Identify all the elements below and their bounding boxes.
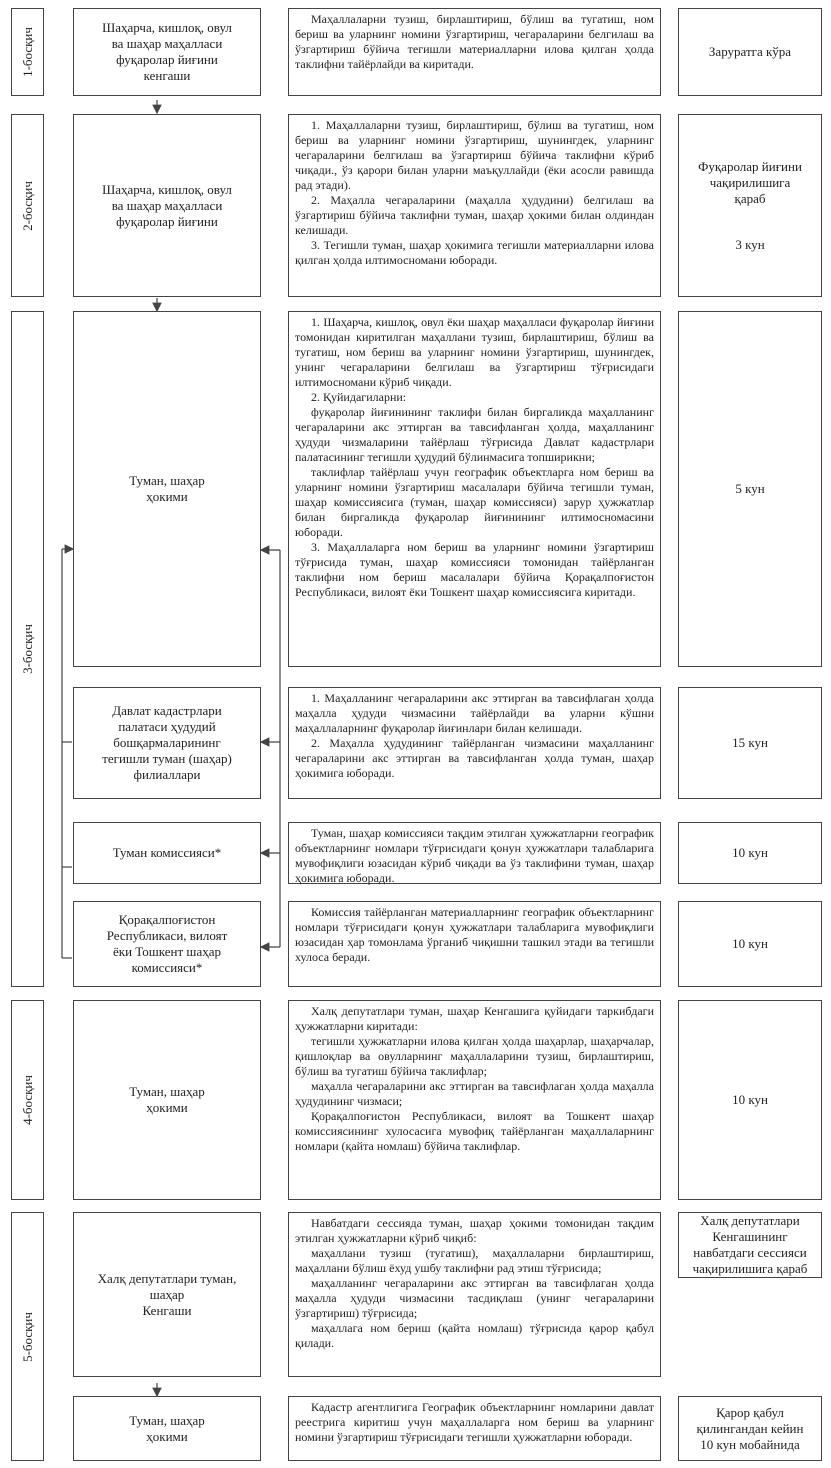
duration-box: 10 кун [678,1000,822,1200]
description-box: 1. Маҳаллаларни тузиш, бирлаштириш, бўлиш ва тугатиш, ном бериш ва уларнинг номини ўзгартириш, шунингдек, уларнинг чегараларини белгилаш ва ўзгартириш бўйича таклифни кўриб чиқади., ўз қарори билан уларни маъқуллайди (ёки асосли равишда рад этади). 2. Маҳалла чегараларини (маҳалла ҳудудини) белгилаш ва ўзгартириш бўйича таклифни туман, шаҳар ҳокими билан олдиндан келишади. 3. Тегишли туман, шаҳар ҳокимига тегишли материалларни илова қилган ҳолда илтимосномани юборади. [288,114,661,297]
duration-box: 10 кун [678,901,822,987]
actor-box: Давлат кадастрлари палатаси ҳудудий бошқармаларининг тегишли туман (шаҳар) филиаллари [73,687,261,799]
stage-label-2: 2-босқич [11,114,44,297]
duration-box: 5 кун [678,311,822,667]
description-box: Халқ депутатлари туман, шаҳар Кенгашига қуйидаги таркибдаги ҳужжатларни киритади: тегишли ҳужжатларни илова қилган ҳолда шаҳарлар, шаҳарчалар, қишлоқлар ва овулларнинг маҳаллаларини тузиш, бирлаштириш, бўлиш ва тугатиш бўйича таклифлар; маҳалла чегараларини акс эттирган ва тавсифлаган ҳолда маҳалла ҳудудининг чизмаси; Қорақалпоғистон Республикаси, вилоят ва Тошкент шаҳар комиссиясининг хулосасига мувофиқ тайёрланган маҳаллаларнинг номлари (қайта номлаш) бўйича таклифлар. [288,1000,661,1200]
stage-label-3: 3-босқич [11,311,44,987]
description-box: Навбатдаги сессияда туман, шаҳар ҳокими томонидан тақдим этилган ҳужжатларни кўриб чиқиб: маҳаллани тузиш (тугатиш), маҳаллаларни бирлаштириш, маҳаллани бўлиш ёхуд ушбу таклифни рад этиш тўғрисида; маҳалланинг чегараларини акс эттирган ва тавсифлаган ҳолда маҳалла ҳудуди чизмасини тасдиқлаш (унинг чегараларини ўзгартириш) тўғрисида; маҳаллага ном бериш (қайта номлаш) тўғрисида қарор қабул қилади. [288,1212,661,1377]
duration-box: 10 кун [678,822,822,884]
actor-box: Шаҳарча, кишлоқ, овул ва шаҳар маҳалласи фуқаролар йиғини кенгаши [73,8,261,96]
actor-box: Халқ депутатлари туман, шаҳар Кенгаши [73,1212,261,1377]
actor-box: Қорақалпоғистон Республикаси, вилоят ёки Тошкент шаҳар комиссияси* [73,901,261,987]
actor-box: Туман, шаҳар ҳокими [73,311,261,667]
description-box: Маҳаллаларни тузиш, бирлаштириш, бўлиш ва тугатиш, ном бериш ва уларнинг номини ўзгартириш, чегараларини белгилаш ва ўзгартириш бўйича тегишли материалларни илова қилган ҳолда таклифни тайёрлайди ва киритади. [288,8,661,96]
actor-box: Шаҳарча, кишлоқ, овул ва шаҳар маҳалласи фуқаролар йиғини [73,114,261,297]
duration-box: Қарор қабул қилингандан кейин 10 кун мобайнида [678,1396,822,1461]
description-box: 1. Шаҳарча, кишлоқ, овул ёки шаҳар маҳалласи фуқаролар йиғини томонидан киритилган маҳаллани тузиш, бирлаштириш, бўлиш ва тугатиш, ном бериш ва уларнинг номини ўзгартириш, шунингдек, унинг чегараларини белгилаш ва ўзгартириш тўғрисидаги илтимосномани кўриб чиқади. 2. Қуйидагиларни: фуқаролар йиғинининг таклифи билан биргаликда маҳалланинг чегараларини акс эттирган ва тавсифланган ҳолда, маҳалланинг ҳудуди чизмаларини тайёрлаш тўғрисида Давлат кадастрлари палатасининг тегишли ҳудудий бўлинмасига топширикни; таклифлар тайёрлаш учун географик объектларга ном бериш ва уларнинг номини ўзгартириш масалалари бўйича тегишли туман, шаҳар комиссиясига (туман, шаҳар комиссияси) зарур ҳужжатлар билан биргаликда фуқаролар йиғинининг илтимосномасини юборади. 3. Маҳаллаларга ном бериш ва уларнинг номини ўзгартириш тўғрисида туман, шаҳар комиссияси томонидан тайёрланган таклифни ном бериш масалалари бўйича Қорақалпоғистон Республикаси, вилоят ёки Тошкент шаҳар комиссиясига киритади. [288,311,661,667]
duration-box: Заруратга кўра [678,8,822,96]
actor-box: Туман, шаҳар ҳокими [73,1396,261,1461]
description-box: Комиссия тайёрланган материалларнинг географик объектларнинг номлари тўғрисидаги қонун ҳужжатлари талабларига мувофиқлиги юзасидан ҳар томонлама ўрганиб чиқишни ташкил этади ва тегишли хулоса беради. [288,901,661,987]
stage-label-1: 1-босқич [11,8,44,96]
duration-box: 15 кун [678,687,822,799]
duration-box: Фуқаролар йиғини чақирилишига қараб 3 кун [678,114,822,297]
actor-box: Туман, шаҳар ҳокими [73,1000,261,1200]
actor-box: Туман комиссияси* [73,822,261,884]
description-box: 1. Маҳалланинг чегараларини акс эттирган ва тавсифлаган ҳолда маҳалла ҳудуди чизмасини тайёрлайди ва уларни кўшни маҳаллаларнинг фуқаролар йиғинлари билан келишади. 2. Маҳалла ҳудудининг тайёрланган чизмасини маҳалланинг чегараларини акс эттирган ва тавсифланган ҳолда туман, шаҳар ҳокимига юборади. [288,687,661,799]
description-box: Туман, шаҳар комиссияси тақдим этилган ҳужжатларни географик объектларнинг номлари тўғрисидаги қонун ҳужжатлари талабларига мувофиқлиги юзасидан кўриб чиқади ва ўз таклифини туман, шаҳар ҳокимига юборади. [288,822,661,884]
description-box: Кадастр агентлигига Географик объектларнинг номларини давлат реестрига киритиш учун маҳаллаларга ном бериш ва уларнинг номини ўзгартириш тўғрисидаги тегишли ҳужжатларни юборади. [288,1396,661,1461]
stage-label-5: 5-босқич [11,1212,44,1461]
stage-label-4: 4-босқич [11,1000,44,1200]
duration-box: Халқ депутатлари Кенгашининг навбатдаги сессияси чақирилишига қараб [678,1212,822,1278]
